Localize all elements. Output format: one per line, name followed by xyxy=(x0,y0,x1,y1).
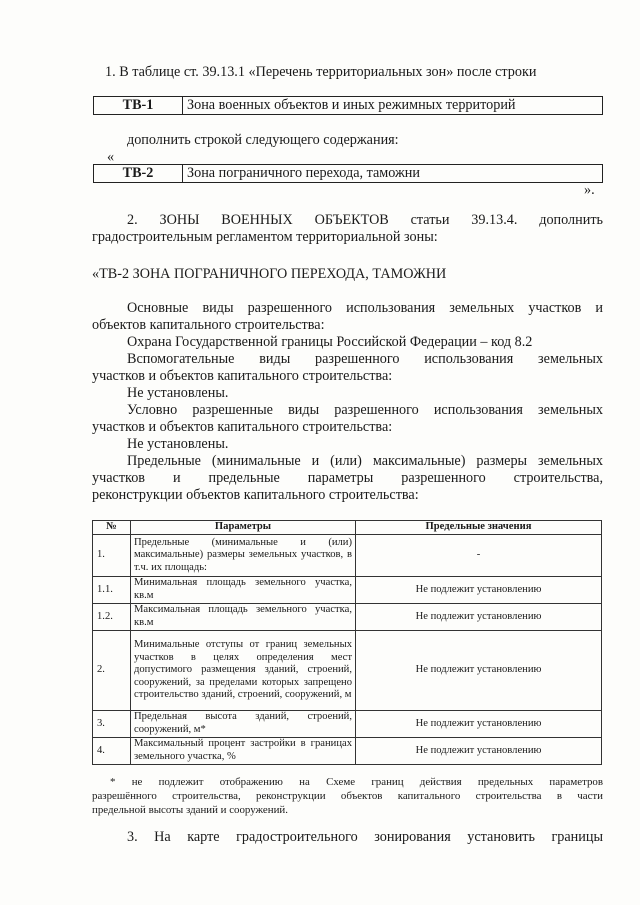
table-row xyxy=(93,535,602,577)
zone-name: Зона военных объектов и иных режимных территорий xyxy=(183,97,603,115)
footnote-line-1: * не подлежит отображению на Схеме границ действия предельных параметров xyxy=(110,776,603,788)
item-2-line-2: градостроительным регламентом территориальной зоны: xyxy=(92,229,438,245)
zone-code: ТВ-2 xyxy=(94,165,183,183)
close-quote: ». xyxy=(584,182,595,198)
zone-row-tv2 xyxy=(93,164,603,183)
paragraph-line: Не установлены. xyxy=(127,436,229,452)
row-value: Не подлежит установлению xyxy=(356,577,602,604)
header-parameters: Параметры xyxy=(131,521,356,535)
zone-heading: «ТВ-2 ЗОНА ПОГРАНИЧНОГО ПЕРЕХОДА, ТАМОЖНИ xyxy=(92,266,447,282)
table-row xyxy=(93,604,602,631)
row-number: 1.1. xyxy=(93,577,131,604)
zone-name: Зона пограничного перехода, таможни xyxy=(183,165,603,183)
row-value: Не подлежит установлению xyxy=(356,604,602,631)
paragraph-line: объектов капитального строительства: xyxy=(92,317,325,333)
row-parameter: Максимальный процент застройки в границах земельного участка, % xyxy=(131,738,356,765)
row-value: Не подлежит установлению xyxy=(356,738,602,765)
row-parameter: Предельная высота зданий, строений, сооружений, м* xyxy=(131,711,356,738)
row-value: Не подлежит установлению xyxy=(356,631,602,711)
row-number: 1.2. xyxy=(93,604,131,631)
open-quote: « xyxy=(107,149,115,165)
parameters-table xyxy=(92,520,602,765)
paragraph-line: Охрана Государственной границы Российской Федерации – код 8.2 xyxy=(127,334,533,350)
header-number: № xyxy=(93,521,131,535)
table-row xyxy=(93,577,602,604)
paragraph-line: реконструкции объектов капитального строительства: xyxy=(92,487,419,503)
row-parameter: Минимальные отступы от границ земельных участков в целях определения мест допустимого размещения зданий, строений, сооружений, за пределами которых запрещено строительство зданий, строений, сооружений, м xyxy=(131,631,356,711)
row-value: - xyxy=(356,535,602,577)
add-row-text: дополнить строкой следующего содержания: xyxy=(127,132,399,148)
row-number: 3. xyxy=(93,711,131,738)
paragraph-line: участков и предельные параметры разрешенного строительства, xyxy=(92,470,603,486)
paragraph-line: Вспомогательные виды разрешенного использования земельных xyxy=(127,351,603,367)
row-number: 1. xyxy=(93,535,131,577)
paragraph-line: Предельные (минимальные и (или) максимальные) размеры земельных xyxy=(127,453,603,469)
item-1-text: 1. В таблице ст. 39.13.1 «Перечень территориальных зон» после строки xyxy=(105,64,537,80)
row-value: Не подлежит установлению xyxy=(356,711,602,738)
row-number: 2. xyxy=(93,631,131,711)
table-row xyxy=(93,738,602,765)
paragraph-line: Не установлены. xyxy=(127,385,229,401)
paragraph-line: участков и объектов капитального строительства: xyxy=(92,419,393,435)
header-values: Предельные значения xyxy=(356,521,602,535)
paragraph-line: участков и объектов капитального строительства: xyxy=(92,368,393,384)
table-row xyxy=(93,711,602,738)
paragraph-line: Условно разрешенные виды разрешенного использования земельных xyxy=(127,402,603,418)
item-2-line-1: 2. ЗОНЫ ВОЕННЫХ ОБЪЕКТОВ статьи 39.13.4. дополнить xyxy=(127,212,603,228)
table-header-row xyxy=(93,521,602,535)
paragraph-line: Основные виды разрешенного использования земельных участков и xyxy=(127,300,603,316)
zone-code: ТВ-1 xyxy=(94,97,183,115)
zone-row-tv1 xyxy=(93,96,603,115)
row-number: 4. xyxy=(93,738,131,765)
row-parameter: Предельные (минимальные и (или) максимальные) размеры земельных участков, в т.ч. их площадь: xyxy=(131,535,356,577)
footnote-line-3: предельной высоты зданий и сооружений. xyxy=(92,804,288,816)
table-row xyxy=(93,631,602,711)
item-3-text: 3. На карте градостроительного зонирования установить границы xyxy=(127,829,603,845)
row-parameter: Минимальная площадь земельного участка, кв.м xyxy=(131,577,356,604)
row-parameter: Максимальная площадь земельного участка, кв.м xyxy=(131,604,356,631)
footnote-line-2: разрешённого строительства, реконструкции объектов капитального строительства в части xyxy=(92,790,603,802)
